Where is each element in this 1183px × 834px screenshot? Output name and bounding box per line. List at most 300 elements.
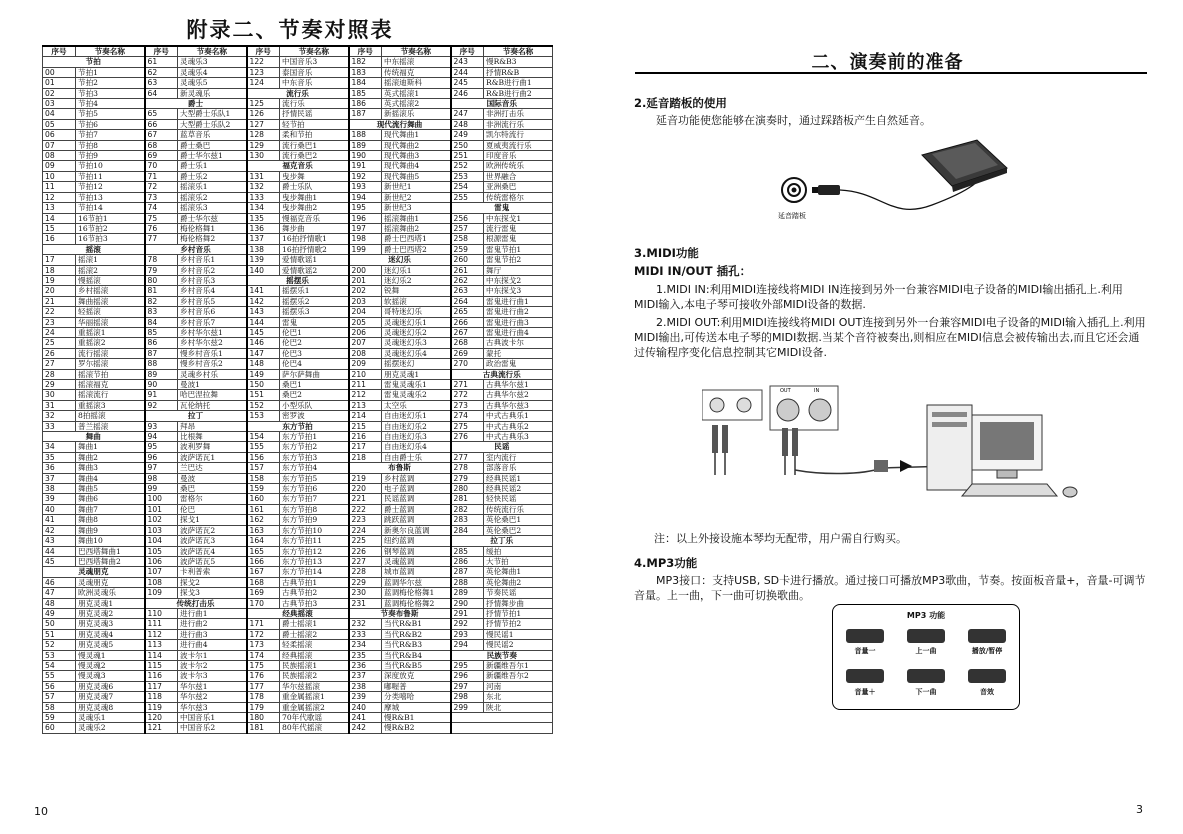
table-row [43, 421, 553, 431]
table-row [43, 380, 553, 390]
rhythm-name: 雷鬼灵魂乐1 [382, 380, 451, 390]
rhythm-name: 爵士巴西塔1 [382, 234, 451, 244]
rhythm-number: 125 [247, 99, 280, 109]
rhythm-number: 105 [145, 546, 178, 556]
rhythm-name: 16节拍1 [76, 213, 145, 223]
rhythm-name: 乡村华尔兹1 [178, 327, 247, 337]
rhythm-number: 206 [349, 327, 382, 337]
rhythm-name: 灵魂乐5 [178, 78, 247, 88]
rhythm-number: 05 [43, 119, 76, 129]
pedal-description: 延音功能使您能够在演奏时，通过踩踏板产生自然延音。 [656, 114, 931, 127]
rhythm-number: 238 [349, 681, 382, 691]
rhythm-name: 中东探戈2 [484, 275, 553, 285]
rhythm-name: 桑巴1 [280, 380, 349, 390]
rhythm-name: 慢乡村音乐2 [178, 359, 247, 369]
rhythm-number: 94 [145, 432, 178, 442]
rhythm-name: 慢R&B2 [382, 723, 451, 733]
rhythm-number: 279 [451, 473, 484, 483]
rhythm-name: 波萨诺瓦1 [178, 452, 247, 462]
rhythm-name: 雷鬼进行曲4 [484, 327, 553, 337]
table-row [43, 161, 553, 171]
rhythm-number: 160 [247, 494, 280, 504]
rhythm-number: 97 [145, 463, 178, 473]
rhythm-name: 大型爵士乐队1 [178, 109, 247, 119]
rhythm-name: 中国音乐3 [280, 57, 349, 67]
rhythm-number: 30 [43, 390, 76, 400]
rhythm-number: 119 [145, 702, 178, 712]
category-heading: 古典流行乐 [451, 369, 553, 379]
volume-down-label: 音量一 [854, 647, 876, 655]
rhythm-number: 172 [247, 629, 280, 639]
midi-illustration [702, 380, 1082, 510]
table-row [43, 223, 553, 233]
rhythm-number: 103 [145, 525, 178, 535]
rhythm-name: 摇滚节拍 [76, 369, 145, 379]
rhythm-name: 东方节拍10 [280, 525, 349, 535]
rhythm-name: 舞曲6 [76, 494, 145, 504]
table-row [43, 588, 553, 598]
rhythm-number: 128 [247, 130, 280, 140]
table-row [43, 713, 553, 723]
rhythm-number: 126 [247, 109, 280, 119]
rhythm-name: 蓝调华尔兹 [382, 577, 451, 587]
cable-connector-icon [874, 460, 888, 472]
rhythm-number: 00 [43, 67, 76, 77]
table-row [43, 140, 553, 150]
rhythm-number: 83 [145, 307, 178, 317]
rhythm-number: 282 [451, 504, 484, 514]
table-row [43, 452, 553, 462]
table-row [43, 119, 553, 129]
rhythm-name: 曳步舞 [280, 171, 349, 181]
rhythm-name: 当代R&B2 [382, 629, 451, 639]
rhythm-name: 爱情歌谣2 [280, 265, 349, 275]
rhythm-number: 31 [43, 400, 76, 410]
port-in-label: IN [814, 388, 820, 394]
page-title: 附录二、节奏对照表 [186, 18, 394, 42]
rhythm-number: 281 [451, 494, 484, 504]
rhythm-name: 轻柔摇滚 [280, 640, 349, 650]
rhythm-name: 华尔兹1 [178, 681, 247, 691]
rhythm-name: 灵魂乐4 [178, 67, 247, 77]
rhythm-name: 舞曲2 [76, 452, 145, 462]
table-row [43, 504, 553, 514]
rhythm-name: 流行摇滚 [76, 348, 145, 358]
rhythm-number: 191 [349, 161, 382, 171]
rhythm-number: 164 [247, 536, 280, 546]
rhythm-number: 44 [43, 546, 76, 556]
table-row [43, 234, 553, 244]
rhythm-number: 286 [451, 556, 484, 566]
rhythm-number: 82 [145, 296, 178, 306]
table-row [43, 484, 553, 494]
rhythm-number: 152 [247, 400, 280, 410]
rhythm-name: 普兰摇滚 [76, 421, 145, 431]
rhythm-name: 自由迷幻乐1 [382, 411, 451, 421]
rhythm-number: 140 [247, 265, 280, 275]
rhythm-name: 舞曲8 [76, 515, 145, 525]
rhythm-number: 221 [349, 494, 382, 504]
rhythm-name: 灵魂乐3 [178, 57, 247, 67]
rhythm-name: 现代舞曲2 [382, 140, 451, 150]
rhythm-number: 182 [349, 57, 382, 67]
table-row [43, 598, 553, 608]
table-row [43, 255, 553, 265]
rhythm-number: 173 [247, 640, 280, 650]
rhythm-name: 灵魂迷幻乐3 [382, 338, 451, 348]
rhythm-name: 节拍3 [76, 88, 145, 98]
rhythm-number: 13 [43, 203, 76, 213]
rhythm-number: 131 [247, 171, 280, 181]
rhythm-number: 297 [451, 681, 484, 691]
rhythm-name: 凯尔特流行 [484, 130, 553, 140]
rhythm-name: 古典节拍2 [280, 588, 349, 598]
rhythm-number: 183 [349, 67, 382, 77]
rhythm-number: 106 [145, 556, 178, 566]
table-row [43, 702, 553, 712]
rhythm-name: 节拍14 [76, 203, 145, 213]
rhythm-name: 中东探戈1 [484, 213, 553, 223]
rhythm-number: 204 [349, 307, 382, 317]
rhythm-number: 69 [145, 151, 178, 161]
rhythm-name: 蓝调梅伦格舞1 [382, 588, 451, 598]
rhythm-name: 抒情节拍2 [484, 619, 553, 629]
rhythm-name: 东方节拍9 [280, 515, 349, 525]
rhythm-name: 摇滚乐3 [178, 203, 247, 213]
rhythm-name: 传统雷格尔 [484, 192, 553, 202]
rhythm-number: 137 [247, 234, 280, 244]
rhythm-number: 187 [349, 109, 382, 119]
rhythm-number: 212 [349, 390, 382, 400]
table-row [43, 265, 553, 275]
rhythm-number: 81 [145, 286, 178, 296]
rhythm-name: 流行乐 [280, 99, 349, 109]
rhythm-name: 爵士摇滚1 [280, 619, 349, 629]
rhythm-name: 曼波 [178, 473, 247, 483]
rhythm-name: 欧洲传统乐 [484, 161, 553, 171]
category-heading: 传统打击乐 [145, 598, 247, 608]
rhythm-name: 节拍12 [76, 182, 145, 192]
rhythm-name: 自由迷幻乐2 [382, 421, 451, 431]
rhythm-name: 民族摇滚1 [280, 660, 349, 670]
rhythm-name: 流行桑巴1 [280, 140, 349, 150]
rhythm-number: 50 [43, 619, 76, 629]
table-row [43, 567, 553, 577]
category-heading: 灵魂朋克 [43, 567, 145, 577]
rhythm-name: 摇摆迷幻 [382, 359, 451, 369]
volume-up-label: 音量＋ [854, 688, 876, 696]
mouse-icon [1063, 487, 1077, 497]
rhythm-number: 298 [451, 692, 484, 702]
rhythm-number: 199 [349, 244, 382, 254]
rhythm-number: 76 [145, 223, 178, 233]
table-row [43, 369, 553, 379]
rhythm-number: 225 [349, 536, 382, 546]
rhythm-name: 舞曲3 [76, 463, 145, 473]
rhythm-number: 158 [247, 473, 280, 483]
rhythm-number: 188 [349, 130, 382, 140]
rhythm-name: 新世纪2 [382, 192, 451, 202]
table-row [43, 88, 553, 98]
rhythm-name: 蒙托 [484, 348, 553, 358]
rhythm-number: 01 [43, 78, 76, 88]
rhythm-name: 摇摆乐2 [280, 296, 349, 306]
rhythm-name: 16节拍3 [76, 234, 145, 244]
rhythm-name: 灵魂迷幻乐4 [382, 348, 451, 358]
rhythm-number: 192 [349, 171, 382, 181]
rhythm-number: 78 [145, 255, 178, 265]
title-rule [635, 72, 1147, 74]
midi-in-description: 1.MIDI IN:利用MIDI连接线将MIDI IN连接到另外一台兼容MIDI电子设备的MIDI输出插孔上.利用MIDI输入,本电子琴可接收外部MIDI设备的数据. [634, 283, 1123, 311]
rhythm-name: 摇滚福克 [76, 380, 145, 390]
rhythm-number: 157 [247, 463, 280, 473]
rhythm-number: 202 [349, 286, 382, 296]
right-page [592, 0, 1183, 834]
rhythm-name: 现代舞曲3 [382, 151, 451, 161]
header-number: 序号 [247, 46, 280, 57]
rhythm-number: 111 [145, 619, 178, 629]
rhythm-name: 夏威夷流行乐 [484, 140, 553, 150]
rhythm-number: 79 [145, 265, 178, 275]
volume-up-button [846, 669, 884, 683]
rhythm-number: 219 [349, 473, 382, 483]
rhythm-number: 130 [247, 151, 280, 161]
rhythm-name: 拜昂 [178, 421, 247, 431]
rhythm-number: 288 [451, 577, 484, 587]
rhythm-number: 49 [43, 608, 76, 618]
rhythm-number: 180 [247, 713, 280, 723]
rhythm-name: 华丽摇滚 [76, 317, 145, 327]
rhythm-name: 舞曲7 [76, 504, 145, 514]
rhythm-name: 非洲打击乐 [484, 109, 553, 119]
rhythm-number: 261 [451, 265, 484, 275]
rhythm-number: 107 [145, 567, 178, 577]
rhythm-name: 重摇滚3 [76, 400, 145, 410]
rhythm-name: 灵魂迷幻乐1 [382, 317, 451, 327]
rhythm-number: 181 [247, 723, 280, 733]
rhythm-name: 节拍2 [76, 78, 145, 88]
rhythm-number: 200 [349, 265, 382, 275]
rhythm-number: 25 [43, 338, 76, 348]
rhythm-name: 进行曲3 [178, 629, 247, 639]
rhythm-name: 轻节拍 [280, 119, 349, 129]
rhythm-name: 中东探戈3 [484, 286, 553, 296]
rhythm-number: 285 [451, 546, 484, 556]
rhythm-name: 乡村蓝调 [382, 473, 451, 483]
rhythm-number: 60 [43, 723, 76, 733]
rhythm-number: 96 [145, 452, 178, 462]
rhythm-number: 52 [43, 640, 76, 650]
rhythm-name: R&B进行曲2 [484, 88, 553, 98]
rhythm-name: 桑巴2 [280, 390, 349, 400]
rhythm-number: 273 [451, 400, 484, 410]
table-row [43, 525, 553, 535]
rhythm-name: 瓦伦纳托 [178, 400, 247, 410]
rhythm-name: 雷鬼 [280, 317, 349, 327]
rhythm-name: 自由爵士乐 [382, 452, 451, 462]
rhythm-name: 电子蓝调 [382, 484, 451, 494]
category-heading: 迷幻乐 [349, 255, 451, 265]
rhythm-name: 进行曲2 [178, 619, 247, 629]
rhythm-number: 251 [451, 151, 484, 161]
rhythm-name: 当代R&B1 [382, 619, 451, 629]
rhythm-name: 现代舞曲4 [382, 161, 451, 171]
rhythm-number: 109 [145, 588, 178, 598]
rhythm-name: 东方节拍3 [280, 452, 349, 462]
rhythm-name: 80年代摇滚 [280, 723, 349, 733]
table-row [43, 359, 553, 369]
table-row [43, 463, 553, 473]
rhythm-number: 104 [145, 536, 178, 546]
rhythm-number: 193 [349, 182, 382, 192]
rhythm-number: 145 [247, 327, 280, 337]
rhythm-number: 142 [247, 296, 280, 306]
midi-subheading: MIDI IN/OUT 插孔： [634, 264, 752, 278]
rhythm-number: 143 [247, 307, 280, 317]
rhythm-name: 哥特迷幻乐 [382, 307, 451, 317]
rhythm-number: 29 [43, 380, 76, 390]
rhythm-name: 中式古典乐1 [484, 411, 553, 421]
rhythm-name: 柔和节拍 [280, 130, 349, 140]
rhythm-name: 朋克灵魂7 [76, 692, 145, 702]
category-heading: 民谣 [451, 442, 553, 452]
rhythm-name: 摇滚舞曲1 [382, 213, 451, 223]
header-name: 节奏名称 [76, 46, 145, 57]
table-row [43, 660, 553, 670]
rhythm-number: 195 [349, 203, 382, 213]
rhythm-name: 古典华尔兹3 [484, 400, 553, 410]
rhythm-name: 灵魂乐1 [76, 713, 145, 723]
rhythm-number: 278 [451, 463, 484, 473]
rhythm-name: 当代R&B5 [382, 660, 451, 670]
empty-cell [451, 723, 553, 733]
header-number: 序号 [145, 46, 178, 57]
rhythm-number: 275 [451, 421, 484, 431]
mp3-panel-title: MP3 功能 [906, 611, 946, 620]
table-row [43, 327, 553, 337]
rhythm-number: 90 [145, 380, 178, 390]
rhythm-number: 46 [43, 577, 76, 587]
rhythm-name: 慢民谣2 [484, 640, 553, 650]
category-heading: 国际音乐 [451, 99, 553, 109]
rhythm-name: 东方节拍6 [280, 484, 349, 494]
category-heading: 经典摇滚 [247, 608, 349, 618]
rhythm-number: 70 [145, 161, 178, 171]
empty-cell [451, 713, 553, 723]
rhythm-number: 215 [349, 421, 382, 431]
category-heading: 东方节拍 [247, 421, 349, 431]
rhythm-name: 自由迷幻乐3 [382, 432, 451, 442]
table-row [43, 192, 553, 202]
rhythm-name: 朋克灵魂6 [76, 681, 145, 691]
rhythm-number: 299 [451, 702, 484, 712]
rhythm-name: 蓝草音乐 [178, 130, 247, 140]
rhythm-name: 蓝调梅伦格舞2 [382, 598, 451, 608]
rhythm-number: 51 [43, 629, 76, 639]
rhythm-name: 雷鬼节拍2 [484, 255, 553, 265]
rhythm-number: 74 [145, 203, 178, 213]
rhythm-name: 朋克灵魂2 [76, 608, 145, 618]
rhythm-name: 摇滚1 [76, 255, 145, 265]
rhythm-number: 57 [43, 692, 76, 702]
rhythm-name: 缓拍 [484, 546, 553, 556]
rhythm-name: 泰国音乐 [280, 67, 349, 77]
rhythm-number: 249 [451, 130, 484, 140]
rhythm-number: 32 [43, 411, 76, 421]
rhythm-number: 54 [43, 660, 76, 670]
rhythm-number: 234 [349, 640, 382, 650]
rhythm-number: 236 [349, 660, 382, 670]
rhythm-number: 139 [247, 255, 280, 265]
rhythm-name: 雷鬼节拍1 [484, 244, 553, 254]
rhythm-name: 室内流行 [484, 452, 553, 462]
rhythm-name: 摇滚乐1 [178, 182, 247, 192]
rhythm-number: 203 [349, 296, 382, 306]
table-row [43, 296, 553, 306]
rhythm-name: 慢摇滚 [76, 275, 145, 285]
rhythm-name: 进行曲1 [178, 608, 247, 618]
rhythm-number: 03 [43, 99, 76, 109]
rhythm-name: 舞曲10 [76, 536, 145, 546]
rhythm-name: 新世纪3 [382, 203, 451, 213]
rhythm-name: 舞步曲 [280, 223, 349, 233]
rhythm-name: 中国音乐2 [178, 723, 247, 733]
rhythm-number: 43 [43, 536, 76, 546]
table-row [43, 203, 553, 213]
rhythm-number: 244 [451, 67, 484, 77]
header-number: 序号 [43, 46, 76, 57]
rhythm-number: 12 [43, 192, 76, 202]
rhythm-name: 新疆维吾尔1 [484, 660, 553, 670]
rhythm-number: 233 [349, 629, 382, 639]
rhythm-number: 65 [145, 109, 178, 119]
table-row [43, 692, 553, 702]
rhythm-name: 轻快民谣 [484, 494, 553, 504]
rhythm-number: 266 [451, 317, 484, 327]
rhythm-number: 174 [247, 650, 280, 660]
pedal-illustration [772, 110, 1012, 220]
rhythm-name: 摇滚流行 [76, 390, 145, 400]
category-heading: 节拍 [43, 57, 145, 67]
rhythm-name: 重摇滚1 [76, 327, 145, 337]
table-row [43, 494, 553, 504]
rhythm-number: 62 [145, 67, 178, 77]
rhythm-name: 非洲流行乐 [484, 119, 553, 129]
rhythm-number: 155 [247, 442, 280, 452]
rhythm-number: 02 [43, 88, 76, 98]
rhythm-number: 175 [247, 660, 280, 670]
rhythm-name: 舞曲9 [76, 525, 145, 535]
rhythm-name: 比根舞 [178, 432, 247, 442]
rhythm-number: 226 [349, 546, 382, 556]
table-row [43, 473, 553, 483]
rhythm-name: 节拍6 [76, 119, 145, 129]
rhythm-name: 节拍4 [76, 99, 145, 109]
rhythm-number: 135 [247, 213, 280, 223]
rhythm-number: 159 [247, 484, 280, 494]
rhythm-number: 98 [145, 473, 178, 483]
rhythm-number: 277 [451, 452, 484, 462]
category-heading: 布鲁斯 [349, 463, 451, 473]
rhythm-number: 121 [145, 723, 178, 733]
rhythm-number: 10 [43, 171, 76, 181]
table-row [43, 723, 553, 733]
table-header-row [43, 46, 553, 57]
rhythm-number: 141 [247, 286, 280, 296]
rhythm-name: 城市蓝调 [382, 567, 451, 577]
rhythm-number: 165 [247, 546, 280, 556]
midi-out-port-icon [777, 399, 799, 421]
